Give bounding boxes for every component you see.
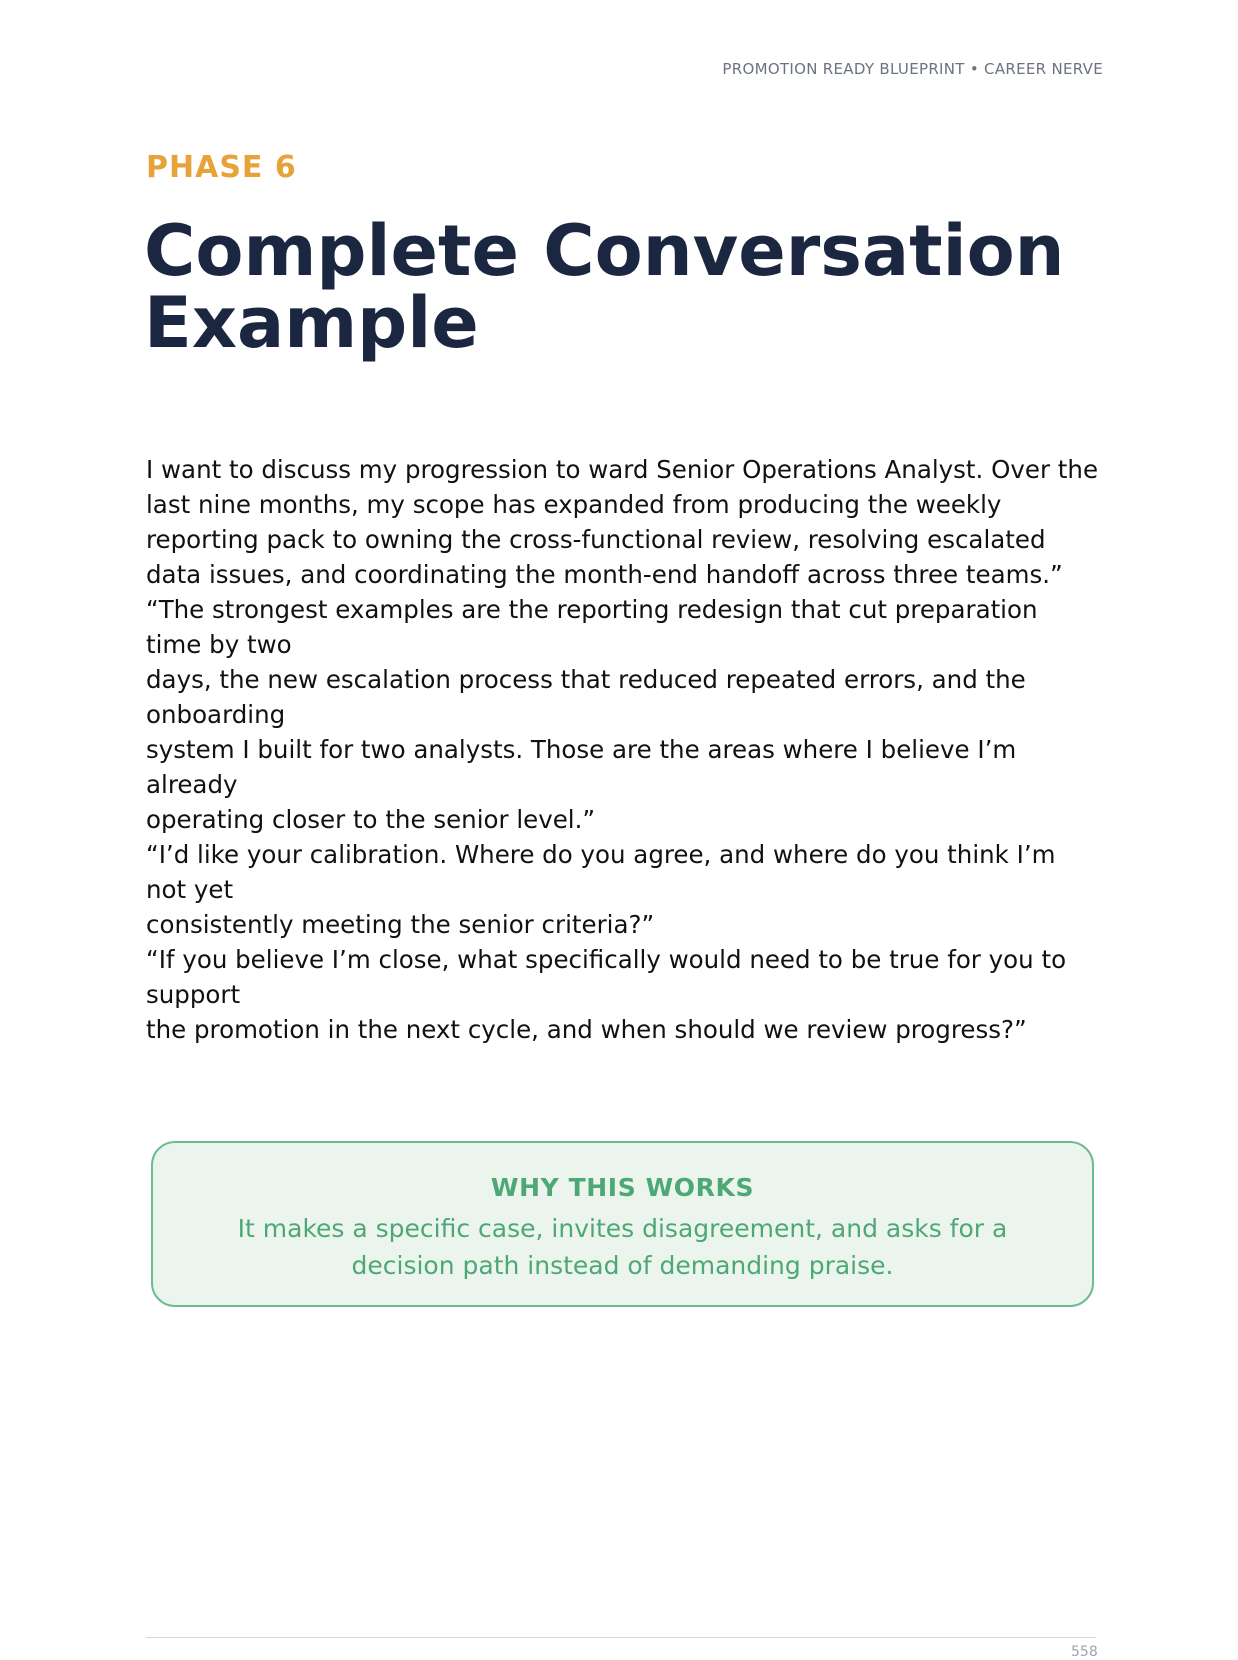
callout-title: WHY THIS WORKS [490, 1173, 755, 1202]
footer-divider [146, 1637, 1096, 1638]
script-line: last nine months, my scope has expanded from producing the weekly [146, 490, 1002, 519]
page-title-line-1: Complete Conversation [144, 210, 1065, 292]
script-line: consistently meeting the senior criteria?” [146, 910, 655, 939]
why-this-works-callout [151, 1141, 1094, 1307]
script-line: “The strongest examples are the reporting redesign that cut preparation [146, 595, 1038, 624]
script-line: time by two [146, 630, 292, 659]
script-line: not yet [146, 875, 234, 904]
script-line: support [146, 980, 241, 1009]
script-line: “If you believe I’m close, what specifically would need to be true for you to [146, 945, 1067, 974]
script-line: onboarding [146, 700, 286, 729]
page-title [144, 210, 1144, 364]
script-line: system I built for two analysts. Those are the areas where I believe I’m [146, 735, 1017, 764]
script-line: reporting pack to owning the cross-functional review, resolving escalated [146, 525, 1046, 554]
script-line: operating closer to the senior level.” [146, 805, 596, 834]
script-line: already [146, 770, 238, 799]
page-title-line-2: Example [144, 282, 479, 364]
running-header: PROMOTION READY BLUEPRINT • CAREER NERVE [722, 60, 1103, 78]
page-number: 558 [1071, 1644, 1098, 1660]
script-line: I want to discuss my progression to ward Senior Operations Analyst. Over the [146, 455, 1099, 484]
script-line: data issues, and coordinating the month-end handoff across three teams.” [146, 560, 1063, 589]
conversation-script [146, 452, 1146, 1047]
script-line: days, the new escalation process that reduced repeated errors, and the [146, 665, 1026, 694]
script-line: “I’d like your calibration. Where do you agree, and where do you think I’m [146, 840, 1056, 869]
script-line: the promotion in the next cycle, and when should we review progress?” [146, 1015, 1027, 1044]
callout-text: It makes a specific case, invites disagreement, and asks for a decision path instead of demanding praise. [237, 1214, 1008, 1280]
phase-label: PHASE 6 [146, 150, 297, 185]
